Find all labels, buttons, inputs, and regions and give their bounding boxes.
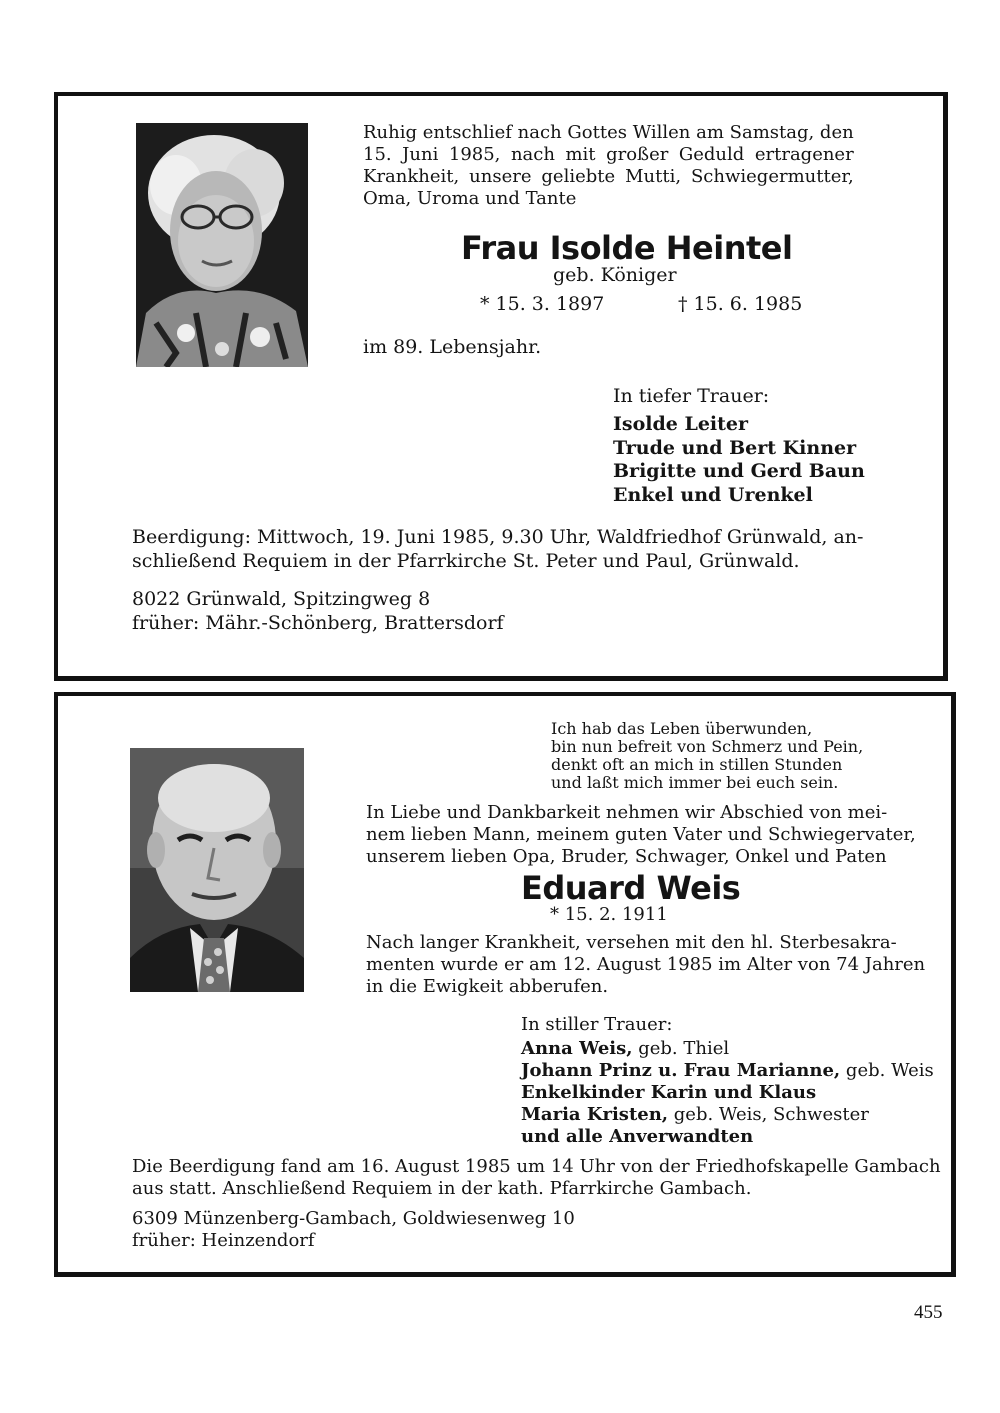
- intro-text: [363, 122, 854, 210]
- poem-line: bin nun befreit von Schmerz und Pein,: [551, 737, 864, 756]
- address-line: früher: Mähr.-Schönberg, Brattersdorf: [132, 611, 504, 634]
- intro-line: Ruhig entschlief nach Gottes Willen am Samstag, den: [363, 122, 854, 143]
- funeral-line: Beerdigung: Mittwoch, 19. Juni 1985, 9.30 Uhr, Waldfriedhof Grünwald, an-: [132, 526, 864, 548]
- mourners-heading: In tiefer Trauer:: [613, 385, 770, 407]
- mourner-name: Isolde Leiter: [613, 413, 749, 435]
- memorial-poem: [551, 720, 863, 792]
- portrait-woman-icon: [136, 123, 308, 367]
- portrait-photo-elderly-woman: [136, 123, 308, 367]
- deceased-name: Frau Isolde Heintel: [461, 229, 793, 267]
- poem-line: Ich hab das Leben überwunden,: [551, 719, 813, 738]
- mourners-heading: In stiller Trauer:: [521, 1014, 673, 1035]
- death-text-line: in die Ewigkeit abberufen.: [366, 976, 609, 997]
- funeral-info: [132, 1156, 941, 1200]
- deceased-name: Eduard Weis: [521, 869, 741, 907]
- mourner-name: Enkel und Urenkel: [613, 483, 813, 506]
- address-block: [132, 1208, 575, 1252]
- obituary-notice-heintel: [54, 92, 948, 681]
- address-line: früher: Heinzendorf: [132, 1230, 315, 1251]
- address-line: 8022 Grünwald, Spitzingweg 8: [132, 588, 431, 610]
- age-text: im 89. Lebensjahr.: [363, 336, 542, 358]
- birth-date: * 15. 2. 1911: [550, 904, 668, 925]
- address-line: 6309 Münzenberg-Gambach, Goldwiesenweg 10: [132, 1208, 575, 1229]
- mourner-name: Maria Kristen,: [521, 1104, 669, 1125]
- death-text-line: Nach langer Krankheit, versehen mit den hl. Sterbesakra-: [366, 932, 897, 953]
- poem-line: und laßt mich immer bei euch sein.: [551, 773, 839, 792]
- mourners-list: [521, 1038, 934, 1148]
- mourner-name: Enkelkinder Karin und Klaus: [521, 1082, 817, 1103]
- mourner-entry: [521, 1060, 934, 1082]
- intro-line: Oma, Uroma und Tante: [363, 188, 577, 209]
- mourner-entry: [521, 1104, 934, 1126]
- portrait-man-icon: [130, 748, 304, 992]
- birth-date: * 15. 3. 1897: [480, 293, 605, 315]
- intro-line: 15. Juni 1985, nach mit großer Geduld ertragener: [363, 144, 854, 165]
- death-text-line: menten wurde er am 12. August 1985 im Alter von 74 Jahren: [366, 954, 926, 975]
- mourner-entry: [521, 1082, 934, 1104]
- mourner-name: Trude und Bert Kinner: [613, 436, 857, 459]
- intro-line: nem lieben Mann, meinem guten Vater und Schwiegervater,: [366, 824, 916, 845]
- mourner-entry: [521, 1126, 934, 1148]
- mourner-detail: geb. Weis, Schwester: [668, 1104, 869, 1125]
- death-date: † 15. 6. 1985: [678, 293, 803, 315]
- intro-text: [366, 802, 916, 868]
- death-text: [366, 932, 926, 998]
- intro-line: In Liebe und Dankbarkeit nehmen wir Abschied von mei-: [366, 802, 888, 823]
- funeral-line: aus statt. Anschließend Requiem in der kath. Pfarrkirche Gambach.: [132, 1178, 752, 1199]
- mourners-list: [613, 413, 865, 507]
- portrait-photo-elderly-man: [130, 748, 304, 992]
- poem-line: denkt oft an mich in stillen Stunden: [551, 755, 843, 774]
- mourner-detail: geb. Thiel: [632, 1038, 730, 1059]
- page-number: 455: [914, 1302, 943, 1323]
- intro-line: unserem lieben Opa, Bruder, Schwager, Onkel und Paten: [366, 846, 887, 867]
- mourner-name: und alle Anverwandten: [521, 1126, 754, 1147]
- intro-line: Krankheit, unsere geliebte Mutti, Schwiegermutter,: [363, 166, 854, 187]
- mourner-name: Anna Weis,: [521, 1038, 633, 1059]
- mourner-name: Johann Prinz u. Frau Marianne,: [521, 1060, 841, 1081]
- mourner-name: Brigitte und Gerd Baun: [613, 460, 865, 482]
- mourner-entry: [521, 1038, 934, 1060]
- funeral-line: Die Beerdigung fand am 16. August 1985 um 14 Uhr von der Friedhofskapelle Gambach: [132, 1156, 941, 1177]
- maiden-name: geb. Königer: [553, 264, 677, 286]
- obituary-notice-weis: [54, 692, 956, 1277]
- mourner-detail: geb. Weis: [840, 1060, 934, 1081]
- funeral-info: [132, 526, 863, 573]
- funeral-line: schließend Requiem in der Pfarrkirche St. Peter und Paul, Grünwald.: [132, 549, 800, 572]
- address-block: [132, 588, 504, 635]
